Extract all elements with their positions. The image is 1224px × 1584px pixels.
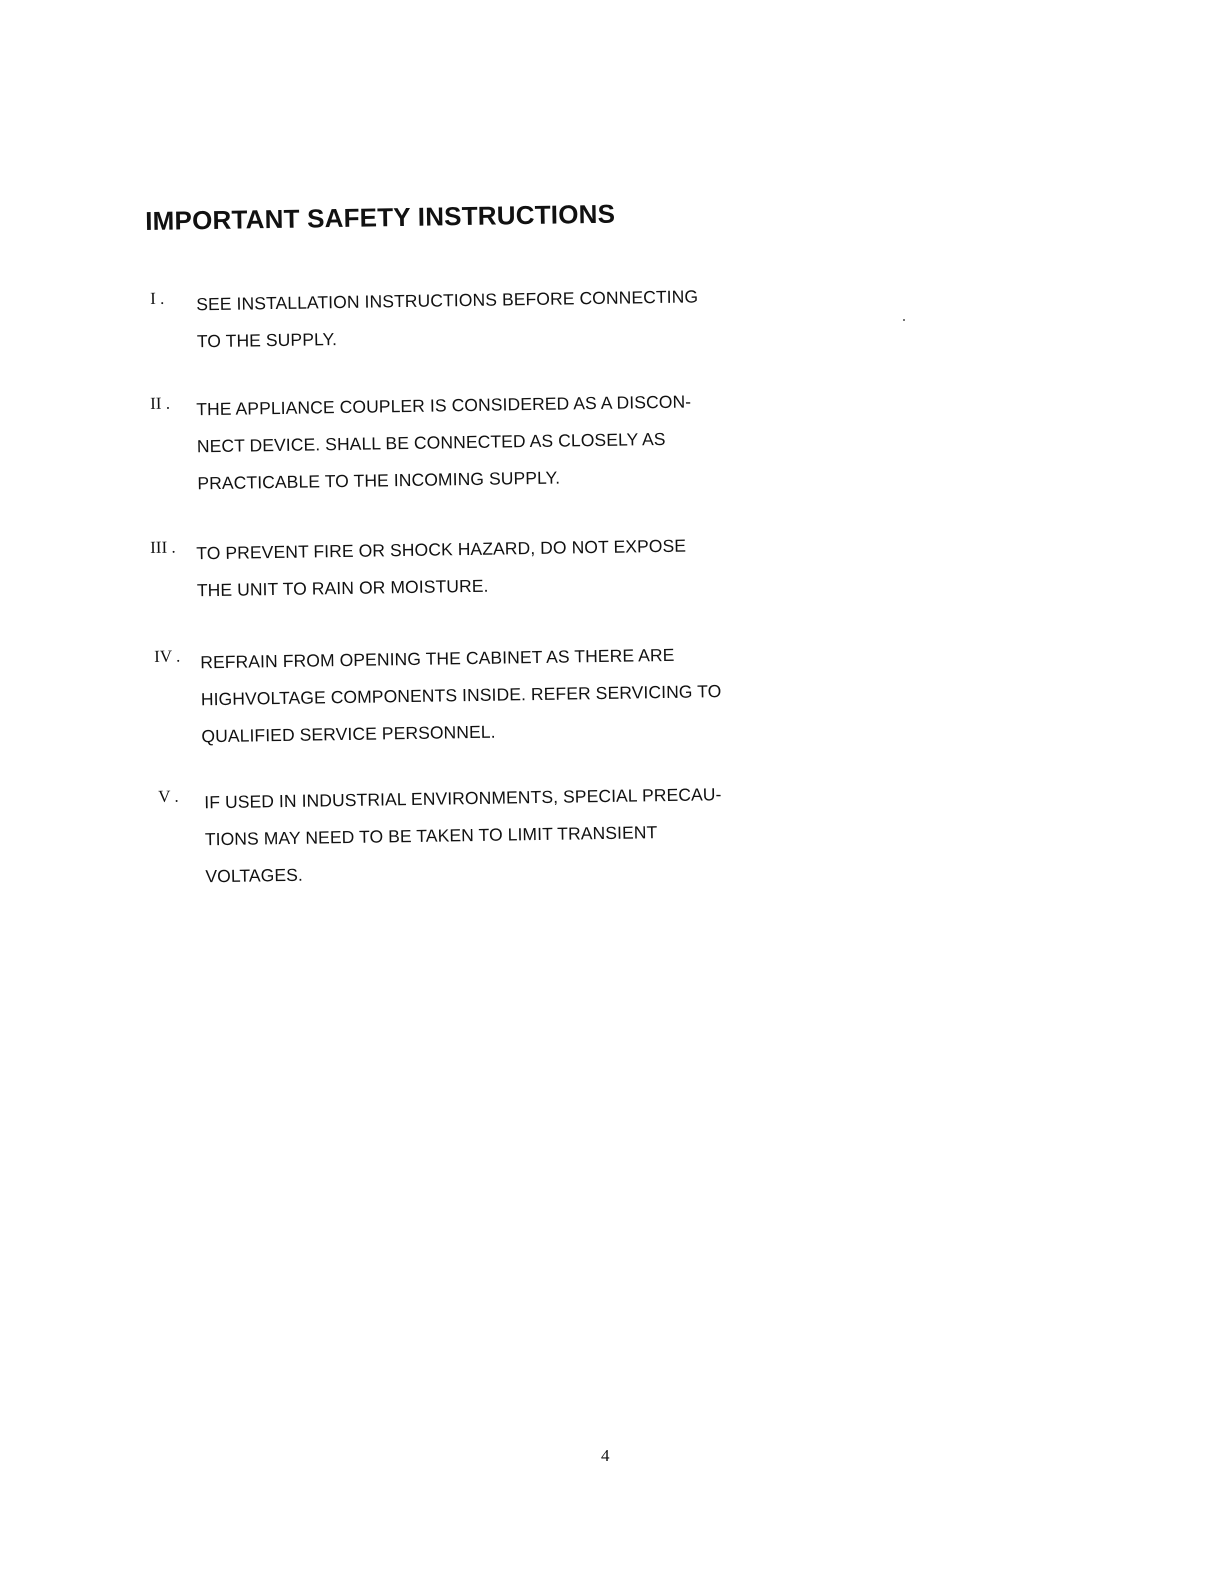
item-text: IF USED IN INDUSTRIAL ENVIRONMENTS, SPECIAL PRECAU- TIONS MAY NEED TO BE TAKEN TO LIMIT TRANSIENT VOLTAGES. bbox=[204, 784, 722, 887]
page-title: IMPORTANT SAFETY INSTRUCTIONS bbox=[145, 198, 616, 236]
item-text: TO PREVENT FIRE OR SHOCK HAZARD, DO NOT EXPOSE THE UNIT TO RAIN OR MOISTURE. bbox=[196, 535, 687, 601]
item-numeral: V . bbox=[158, 786, 179, 806]
scan-speck bbox=[903, 319, 905, 321]
instruction-item-5 bbox=[158, 774, 838, 887]
item-text: REFRAIN FROM OPENING THE CABINET AS THERE ARE HIGHVOLTAGE COMPONENTS INSIDE. REFER SERVICING TO QUALIFIED SERVICE PERSONNEL. bbox=[200, 644, 722, 747]
item-numeral: I . bbox=[150, 288, 165, 308]
item-numeral: II . bbox=[150, 393, 171, 413]
item-numeral: IV . bbox=[154, 646, 181, 666]
instruction-item-3 bbox=[150, 525, 830, 601]
page-number: 4 bbox=[601, 1446, 610, 1465]
instruction-item-2 bbox=[150, 381, 830, 494]
instruction-item-4 bbox=[154, 634, 834, 747]
item-text: THE APPLIANCE COUPLER IS CONSIDERED AS A DISCON- NECT DEVICE. SHALL BE CONNECTED AS CLOSELY AS PRACTICABLE TO THE INCOMING SUPPLY. bbox=[196, 391, 692, 494]
item-numeral: III . bbox=[150, 537, 176, 557]
instruction-item-1 bbox=[150, 276, 830, 352]
item-text: SEE INSTALLATION INSTRUCTIONS BEFORE CONNECTING TO THE SUPPLY. bbox=[196, 286, 699, 352]
